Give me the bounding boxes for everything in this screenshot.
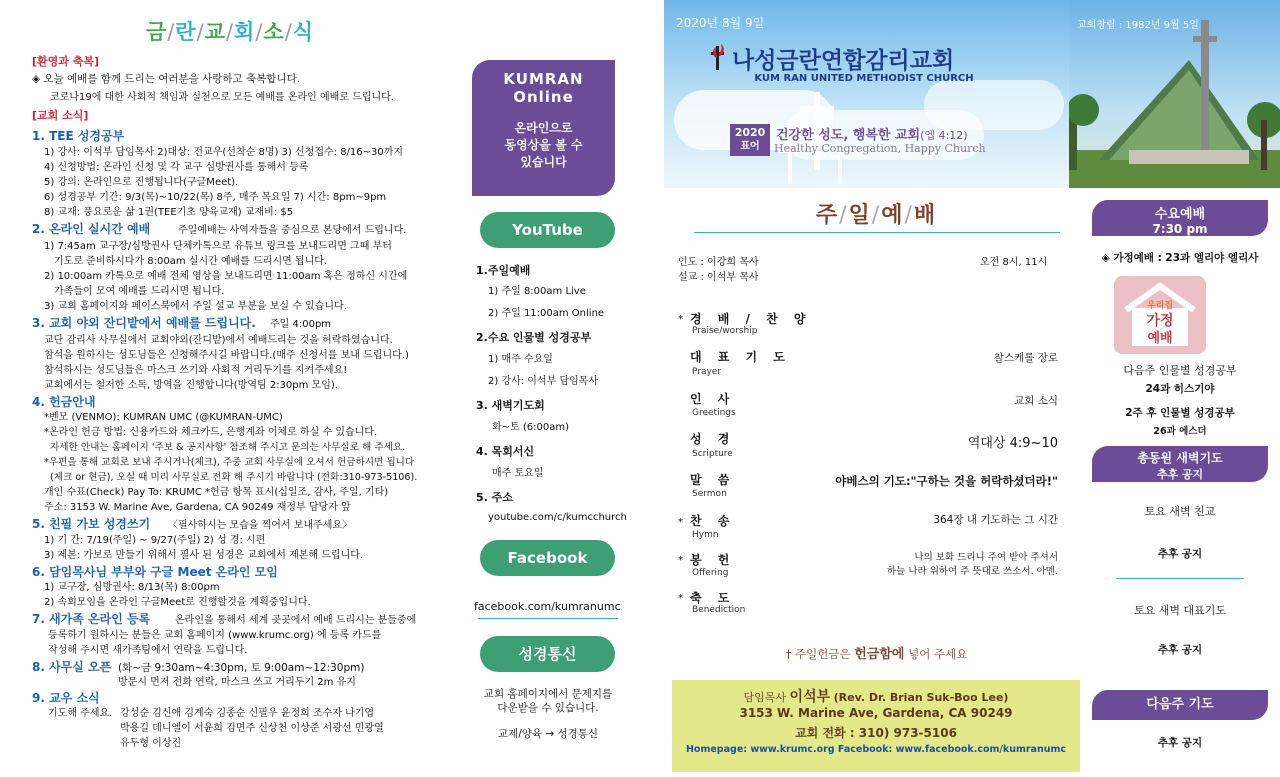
news-line: 유두형 이상진 — [120, 738, 182, 749]
newsletter-masthead: 금/란/교/회/소/식 — [145, 20, 315, 44]
saturday-fellowship: 토요 새벽 친교 — [1144, 505, 1216, 518]
church-phone: 교회 전화 : 310) 973-5106 — [795, 726, 957, 740]
family-worship: ◈ 가정예배 : 23과 엘리야 엘리사 — [1101, 252, 1259, 264]
service-leader: 인도 : 이강희 목사 — [678, 257, 759, 268]
divider — [1116, 578, 1244, 579]
masthead-char: 소 — [263, 20, 285, 44]
online-title: KUMRAN — [503, 70, 584, 88]
welcome-line: ◈ 오늘 예배를 함께 드리는 여러분을 사랑하고 축복합니다. — [32, 73, 301, 85]
church-name-en: KUM RAN UNITED METHODIST CHURCH — [754, 73, 974, 84]
church-banner — [664, 0, 1069, 188]
news-title: 9. 교우 소식 — [32, 691, 100, 705]
order-item-scripture: 성 경 — [690, 432, 736, 446]
news-line: 참석하시는 성도님들은 마스크 쓰기와 사회적 거리두기를 지켜주세요! — [44, 365, 348, 376]
news-line: 기도해 주세요. — [48, 708, 113, 719]
online-card — [472, 60, 615, 196]
news-line: 방문시 먼저 전화 연락, 마스크 쓰고 거리두기 2m 유지 — [118, 677, 356, 688]
order-item-detail: 찰스케롤 장로 — [993, 352, 1058, 364]
wednesday-service-header — [1092, 200, 1268, 236]
news-title: 5. 친필 가보 성경쓰기 — [32, 517, 151, 531]
news-line: *벤모 (VENMO): KUMRAN UMC (@KUMRAN-UMC) — [44, 412, 283, 423]
order-item-sermon: 말 씀 — [690, 473, 736, 487]
news-column — [0, 0, 460, 777]
masthead-char: 식 — [292, 20, 315, 44]
bible-desc: 다운받을 수 있습니다. — [497, 702, 599, 714]
order-item-en: Hymn — [692, 530, 719, 540]
youtube-item: 3. 새벽기도회 — [476, 399, 545, 412]
offering-hymn: 나의 보화 드리니 주여 받아 주셔서 — [914, 552, 1058, 563]
order-item-en: Sermon — [692, 489, 727, 499]
order-item-en: Offering — [692, 568, 729, 578]
welcome-line: 코로나19에 대한 사회적 책임과 실천으로 모든 예배를 온라인 예배로 드립니다. — [50, 92, 394, 103]
youtube-subitem: 화~토 (6:00am) — [492, 422, 570, 433]
news-line: *우편을 통해 교회로 보내 주시거나(체크), 주중 교회 사무실에 오셔서 헌금하시면 됩니다 — [44, 457, 415, 468]
motto-en: Healthy Congregation, Happy Church — [774, 142, 986, 155]
youtube-link[interactable]: youtube.com/c/kumcchurch — [488, 512, 627, 523]
standing-mark: * — [678, 555, 683, 566]
news-line: 등록하기 원하시는 분들은 교회 홈페이지 (www.krumc.org) 에 등록 카드를 — [48, 630, 382, 641]
news-line: 교회에서는 철저한 소독, 방역을 진행합니다(방역팀 2:30pm 모임). — [44, 380, 338, 391]
logo-text: 가정 — [1146, 313, 1174, 329]
hymn-title: 364장 내 기도하는 그 시간 — [933, 514, 1058, 526]
order-item-en: Benediction — [692, 605, 746, 615]
news-line: 참석을 원하시는 성도님들은 신청해주시길 바랍니다.(매주 신청서를 보내 드립니다.) — [44, 350, 409, 361]
bulletin-date: 2020년 8월 9일 — [676, 16, 765, 30]
church-websites: Homepage: www.krumc.org Facebook: www.facebook.com/kumranumc — [685, 744, 1067, 755]
motto-kr: 건강한 성도, 행복한 교회(엡 4:12) — [776, 128, 968, 143]
news-title: 8. 사무실 오픈 — [32, 660, 112, 674]
news-title: 6. 담임목사님 부부와 구글 Meet 온라인 모임 — [32, 565, 278, 579]
news-line: 개인 수표(Check) Pay To: KRUMC *헌금 항목 표시(십일조, 감사, 주일, 기타) — [44, 487, 389, 498]
news-line: 강성순 김신애 김계숙 김종순 신필우 윤정희 조수자 나기엽 — [120, 708, 375, 719]
scripture-reference: 역대상 4:9~10 — [967, 436, 1058, 451]
umc-cross-flame-icon — [708, 44, 728, 72]
motto-year: 2020 — [734, 126, 766, 139]
logo-text: 예배 — [1147, 331, 1173, 346]
pastor-info-box — [672, 680, 1080, 772]
youtube-item: 5. 주소 — [476, 491, 513, 504]
youtube-subitem: 2) 주일 11:00am Online — [488, 308, 605, 319]
order-item-detail: 교회 소식 — [1014, 395, 1058, 407]
standing-mark: * — [678, 593, 683, 604]
wednesday-service-title: 수요예배 — [1154, 207, 1206, 222]
news-line: 교단 감리사 사무실에서 교회야외(잔디밭)에서 예배드리는 것을 허락하였습니다. — [44, 335, 393, 346]
bible-desc: 교회 홈페이지에서 문제지를 — [483, 688, 613, 700]
motto-year-badge — [730, 124, 770, 156]
divider — [694, 232, 1060, 233]
standing-mark: * — [678, 517, 683, 528]
news-line: 1) 기 간: 7/19(주일) ~ 9/27(주일) 2) 성 경: 시편 — [44, 535, 266, 546]
service-times: 오전 8시, 11시 — [980, 257, 1048, 268]
dawn-prayer-header — [1092, 446, 1268, 482]
news-line: 8) 교재: 풍요로운 삶 1권(TEE기초 양육교재) 교재비: $5 — [44, 207, 294, 218]
masthead-char: 회 — [234, 20, 256, 44]
news-line: (체크 or 현금), 오실 때 미리 사무실로 전화 해 주시기 바랍니다 (전화:310-973-5106). — [50, 472, 418, 483]
news-line: 자세한 안내는 홈페이지 '주보 & 공지사항' 참조해 주시고 문의는 사무실로 해 주세요. — [50, 442, 406, 453]
wednesday-service-time: 7:30 pm — [1152, 222, 1208, 236]
masthead-char: 교 — [204, 20, 226, 44]
online-desc: 동영상을 볼 수 — [504, 138, 583, 152]
logo-text: 우리집 — [1146, 301, 1174, 311]
news-line: 6) 성경공부 기간: 9/3(목)~10/22(목) 8주, 매주 목요일 7) 시간: 8pm~9pm — [44, 192, 387, 203]
bible-link[interactable]: 교제/양육 → 성경통신 — [497, 728, 599, 740]
motto-year-sub: 표어 — [740, 141, 760, 152]
facebook-link[interactable]: facebook.com/kumranumc — [474, 600, 621, 613]
family-worship-logo — [1114, 276, 1206, 354]
news-line: 4) 신청방법: 온라인 신청 및 각 교구 심방권사를 통해서 등록 — [44, 162, 309, 173]
youtube-item: 2.수요 인물별 성경공부 — [476, 331, 592, 344]
next-week-prayer-status: 추후 공지 — [1157, 737, 1203, 749]
order-item-praise: 경 배 / 찬 양 — [690, 312, 812, 326]
next-bible-study: 다음주 인물별 성경공부 — [1123, 364, 1237, 377]
order-item-prayer: 대 표 기 도 — [690, 350, 791, 364]
saturday-representative-prayer: 토요 새벽 대표기도 — [1133, 604, 1226, 617]
masthead-char: 란 — [175, 20, 197, 44]
youtube-subitem: 매주 토요일 — [492, 468, 544, 479]
saturday-fellowship-status: 추후 공지 — [1157, 548, 1203, 560]
service-preacher: 설교 : 이석부 목사 — [678, 272, 759, 283]
youtube-subitem: 1) 주일 8:00am Live — [488, 286, 586, 297]
online-title: Online — [513, 88, 574, 106]
news-line: *온라인 헌금 방법: 신용카드와 체크카드, 은행계좌 이체로 하실 수 있습니다. — [44, 427, 378, 438]
service-title: 주/일/예/배 — [815, 203, 938, 228]
divider — [478, 618, 618, 619]
two-weeks-bible-study-topic: 26과 에스더 — [1153, 426, 1207, 437]
order-item-en: Greetings — [692, 408, 736, 418]
news-line: 1) 교구장, 심방권사: 8/13(목) 8:00pm — [44, 582, 220, 593]
dawn-prayer-sub: 추후 공지 — [1156, 468, 1204, 481]
youtube-button[interactable]: YouTube — [480, 212, 615, 248]
masthead-char: 금 — [145, 20, 168, 44]
order-item-en: Praise/worship — [692, 326, 758, 336]
news-title: 2. 온라인 실시간 예배 — [32, 222, 151, 236]
news-line: 가족들이 모여 예배를 드리시면 됩니다. — [54, 286, 225, 297]
saturday-prayer-status: 추후 공지 — [1157, 644, 1203, 656]
bible-correspondence-button[interactable]: 성경통신 — [480, 636, 615, 672]
order-item-en: Prayer — [692, 367, 722, 377]
sermon-title: 야베스의 기도:"구하는 것을 허락하셨더라!" — [835, 474, 1058, 488]
order-item-greetings: 인 사 — [690, 392, 736, 406]
founded-date: 교회창립 : 1982년 9월 5일 — [1077, 20, 1199, 31]
news-line: 작성해 주시면 새가족팀에서 연락을 드립니다. — [48, 645, 248, 656]
youtube-subitem: 1) 매주 수요일 — [488, 354, 553, 365]
news-heading: [교회 소식] — [32, 109, 89, 122]
offering-hymn: 하늘 나라 위하여 주 뜻대로 쓰소서. 아멘. — [887, 566, 1058, 577]
cloud-shape — [924, 80, 1064, 130]
two-weeks-bible-study: 2주 후 인물별 성경공부 — [1125, 407, 1235, 419]
news-title: 3. 교회 야외 잔디밭에서 예배를 드립니다. — [32, 316, 256, 330]
order-item-offering: 봉 헌 — [690, 553, 736, 567]
welcome-heading: [환영과 축복] — [32, 55, 100, 68]
news-line: 주일 4:00pm — [270, 319, 332, 330]
news-line: 기도로 준비하시다가 8:00am 실시간 예배를 드리시면 됩니다. — [54, 256, 328, 267]
dawn-prayer-title: 총동원 새벽기도 — [1137, 451, 1223, 465]
news-line: 주일예배는 사역자들을 중심으로 본당에서 드립니다. — [178, 225, 407, 236]
news-title: 7. 새가족 온라인 등록 — [32, 612, 151, 626]
news-line: 〈필사하시는 모습을 찍어서 보내주세요〉 — [168, 520, 353, 531]
order-item-hymn: 찬 송 — [690, 514, 736, 528]
order-item-en: Scripture — [692, 449, 733, 459]
pastor-line: 담임목사 이석부 (Rev. Dr. Brian Suk-Boo Lee) — [743, 689, 1009, 705]
offering-note: † 주일헌금은 헌금함에 넣어 주세요 — [785, 647, 968, 662]
facebook-button[interactable]: Facebook — [480, 540, 615, 576]
news-line: 2) 10:00am 카톡으로 예배 전체 영상을 보내드리면 11:00am 혹은 정하신 시간에 — [44, 271, 408, 282]
youtube-item: 1.주일예배 — [476, 264, 531, 277]
online-desc: 온라인으로 — [514, 121, 573, 135]
news-title: 4. 헌금안내 — [32, 395, 96, 409]
church-photo — [1069, 0, 1280, 188]
next-bible-study-topic: 24과 히스기야 — [1145, 383, 1215, 395]
news-line: 3) 교회 홈페이지와 페이스북에서 주일 설교 부분을 보실 수 있습니다. — [44, 301, 347, 312]
news-line: 5) 강의: 온라인으로 진행됩니다(구글Meet). — [44, 177, 239, 188]
news-line: 1) 7:45am 교구장/심방권사 단체카톡으로 유튜브 링크를 보내드리면 그때 부터 — [44, 241, 392, 252]
news-line: 온라인을 통해서 세계 곳곳에서 예배 드리시는 분들중에 — [175, 615, 417, 626]
next-week-prayer-header: 다음주 기도 — [1092, 690, 1268, 720]
online-desc: 있습니다 — [520, 155, 567, 169]
youtube-item: 4. 목회서신 — [476, 445, 535, 458]
standing-mark: * — [678, 314, 683, 325]
news-line: 3) 제본: 가보로 만들기 위해서 필사 된 성경은 교회에서 제본해 드립니다. — [44, 550, 364, 561]
news-line: 박용길 데니엘이 서윤희 김면주 신상천 이상준 서광선 민광열 — [120, 723, 384, 734]
youtube-subitem: 2) 강사: 이석부 담임목사 — [488, 376, 599, 387]
news-line: 1) 강사: 이석부 담임목사 2)대상: 전교우(선착순 8명) 3) 신청접수: 8/16~30까지 — [44, 147, 404, 158]
news-line: 주소: 3153 W. Marine Ave, Gardena, CA 90249 재정부 담당자 앞 — [44, 502, 351, 513]
news-line: (화~금 9:30am~4:30pm, 토 9:00am~12:30pm) — [118, 662, 365, 674]
church-address: 3153 W. Marine Ave, Gardena, CA 90249 — [739, 706, 1013, 720]
order-item-benediction: 축 도 — [690, 591, 736, 605]
news-title: 1. TEE 성경공부 — [32, 129, 125, 143]
news-line: 2) 속회모임을 온라인 구글Meet로 진행할것을 계획중입니다. — [44, 597, 311, 608]
church-name-kr: 나성금란연합감리교회 — [732, 48, 955, 74]
